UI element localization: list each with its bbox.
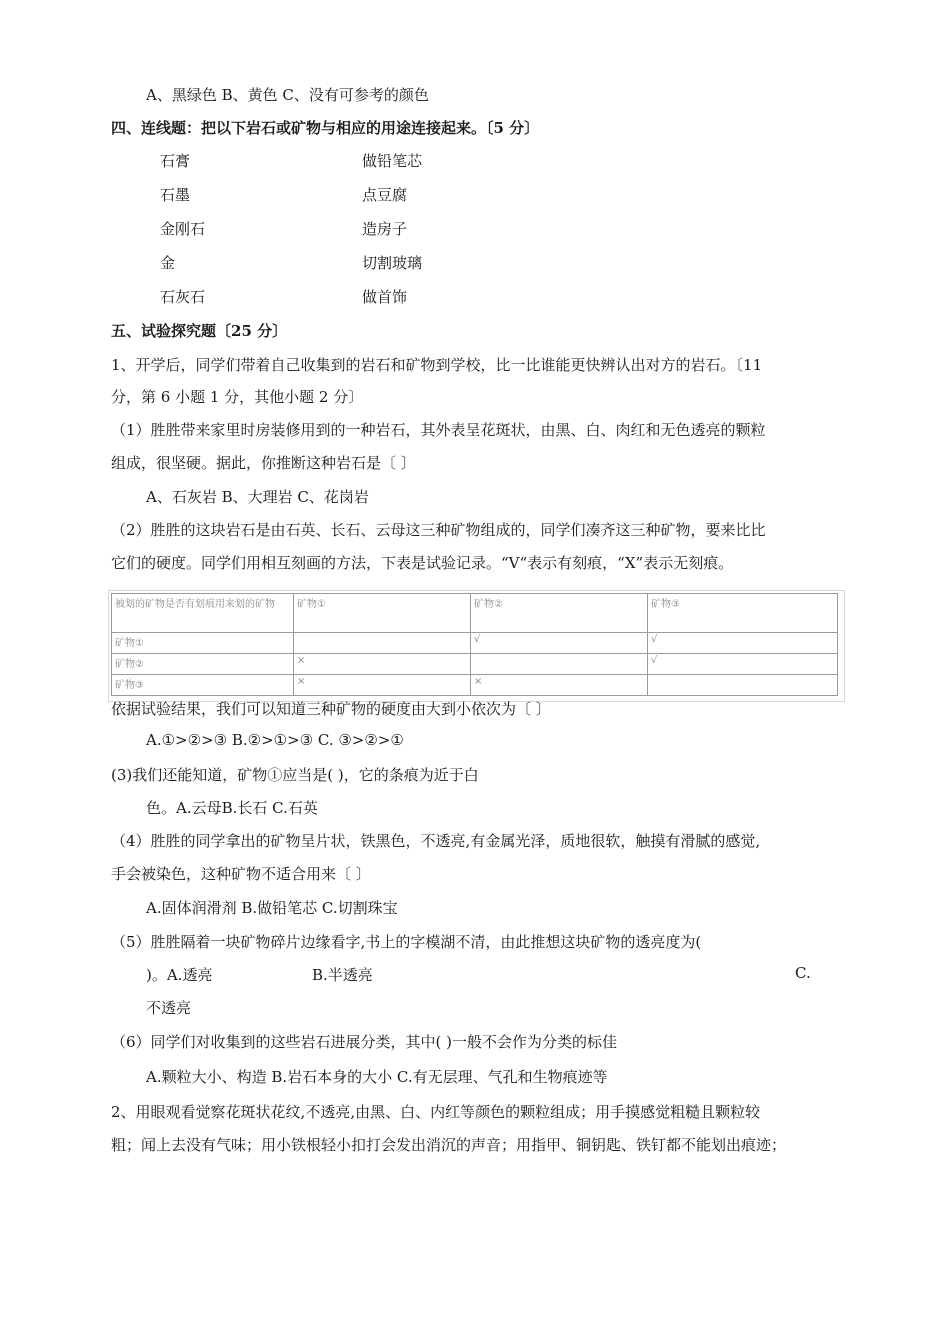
table-cell: 矿物②	[112, 654, 294, 675]
p2-options: A.①>②>③ B.②>①>③ C. ③>②>①	[146, 731, 404, 749]
section4-title: 四、连线题：把以下岩石或矿物与相应的用途连接起来。〔5 分〕	[111, 119, 540, 137]
table-header-cell: 矿物①	[294, 594, 471, 633]
p4-line2: 手会被染色，这种矿物不适合用来〔 〕	[111, 865, 371, 883]
table-header-cell: 矿物②	[471, 594, 648, 633]
hardness-table	[111, 593, 838, 696]
p5-option-a: )。A.透亮	[146, 966, 213, 984]
p5-option-c: C.	[795, 964, 811, 982]
table-cell: ×	[294, 675, 471, 696]
table-cell: ×	[471, 675, 648, 696]
q3-options: A、黑绿色 B、黄色 C、没有可参考的颜色	[146, 86, 429, 104]
p2-question: 依据试验结果，我们可以知道三种矿物的硬度由大到小依次为〔 〕	[111, 700, 551, 718]
table-cell	[648, 675, 838, 696]
table-cell: 矿物①	[112, 633, 294, 654]
match-left-item: 金刚石	[160, 220, 206, 238]
match-right-item: 做首饰	[362, 288, 408, 306]
p5-line1: （5）胜胜隔着一块矿物碎片边缘看字,书上的字模湖不清，由此推想这块矿物的透亮度为(	[111, 933, 702, 951]
table-cell: √	[471, 633, 648, 654]
match-right-item: 造房子	[362, 220, 408, 238]
table-cell: √	[648, 633, 838, 654]
q2-line1: 2、用眼观看觉察花斑状花纹,不透亮,由黑、白、内红等颜色的颗粒组成；用手摸感觉粗糙且颗粒较	[111, 1103, 761, 1121]
section5-title: 五、试验探究题〔25 分〕	[111, 322, 288, 340]
match-left-item: 石墨	[160, 186, 191, 204]
p1-line1: （1）胜胜带来家里时房装修用到的一种岩石，其外表呈花斑状，由黑、白、肉红和无色透亮的颗粒	[111, 421, 766, 439]
p2-line1: （2）胜胜的这块岩石是由石英、长石、云母这三种矿物组成的，同学们凑齐这三种矿物，要来比比	[111, 521, 766, 539]
match-right-item: 切割玻璃	[362, 254, 423, 272]
match-left-item: 石膏	[160, 152, 191, 170]
table-cell: √	[648, 654, 838, 675]
match-right-item: 做铅笔芯	[362, 152, 423, 170]
table-cell: 矿物③	[112, 675, 294, 696]
table-cell	[294, 633, 471, 654]
p4-line1: （4）胜胜的同学拿出的矿物呈片状，铁黑色，不透亮,有金属光泽，质地很软，触摸有滑腻的感觉,	[111, 832, 761, 850]
p2-line2: 它们的硬度。同学们用相互刻画的方法，下表是试验记录。“V“表示有刻痕，“X”表示无刻痕。	[111, 554, 734, 572]
table-header-cell: 被划的矿物是否有划痕用来划的矿物	[112, 594, 294, 633]
q1-line1: 1、开学后，同学们带着自己收集到的岩石和矿物到学校，比一比谁能更快辨认出对方的岩石。〔11	[111, 356, 763, 374]
table-header-row	[112, 594, 838, 633]
q2-line2: 粗；闻上去没有气味；用小铁根轻小扣打会发出消沉的声音；用指甲、铜钥匙、铁钉都不能划出痕迹；	[111, 1136, 787, 1154]
p1-line2: 组成，很坚硬。据此，你推断这种岩石是〔 〕	[111, 454, 416, 472]
table-row	[112, 675, 838, 696]
p3-line2: 色。A.云母B.长石 C.石英	[146, 799, 318, 817]
p3-line1: (3)我们还能知道，矿物①应当是( )，它的条痕为近于白	[111, 766, 479, 784]
table-row	[112, 654, 838, 675]
table-header-cell: 矿物③	[648, 594, 838, 633]
p4-options: A.固体润滑剂 B.做铅笔芯 C.切割珠宝	[146, 899, 398, 917]
match-left-item: 金	[160, 254, 176, 272]
table-cell: ×	[294, 654, 471, 675]
p5-option-c-text: 不透亮	[146, 999, 192, 1017]
p5-option-b: B.半透亮	[312, 966, 373, 984]
q1-line2: 分，第 6 小题 1 分，其他小题 2 分〕	[111, 388, 364, 406]
table-row	[112, 633, 838, 654]
table-cell	[471, 654, 648, 675]
p6-line1: （6）同学们对收集到的这些岩石进展分类，其中( )一般不会作为分类的标佳	[111, 1033, 618, 1051]
match-right-item: 点豆腐	[362, 186, 408, 204]
p6-options: A.颗粒大小、构造 B.岩石本身的大小 C.有无层理、气孔和生物痕迹等	[146, 1068, 608, 1086]
match-left-item: 石灰石	[160, 288, 206, 306]
p1-options: A、石灰岩 B、大理岩 C、花岗岩	[146, 488, 369, 506]
